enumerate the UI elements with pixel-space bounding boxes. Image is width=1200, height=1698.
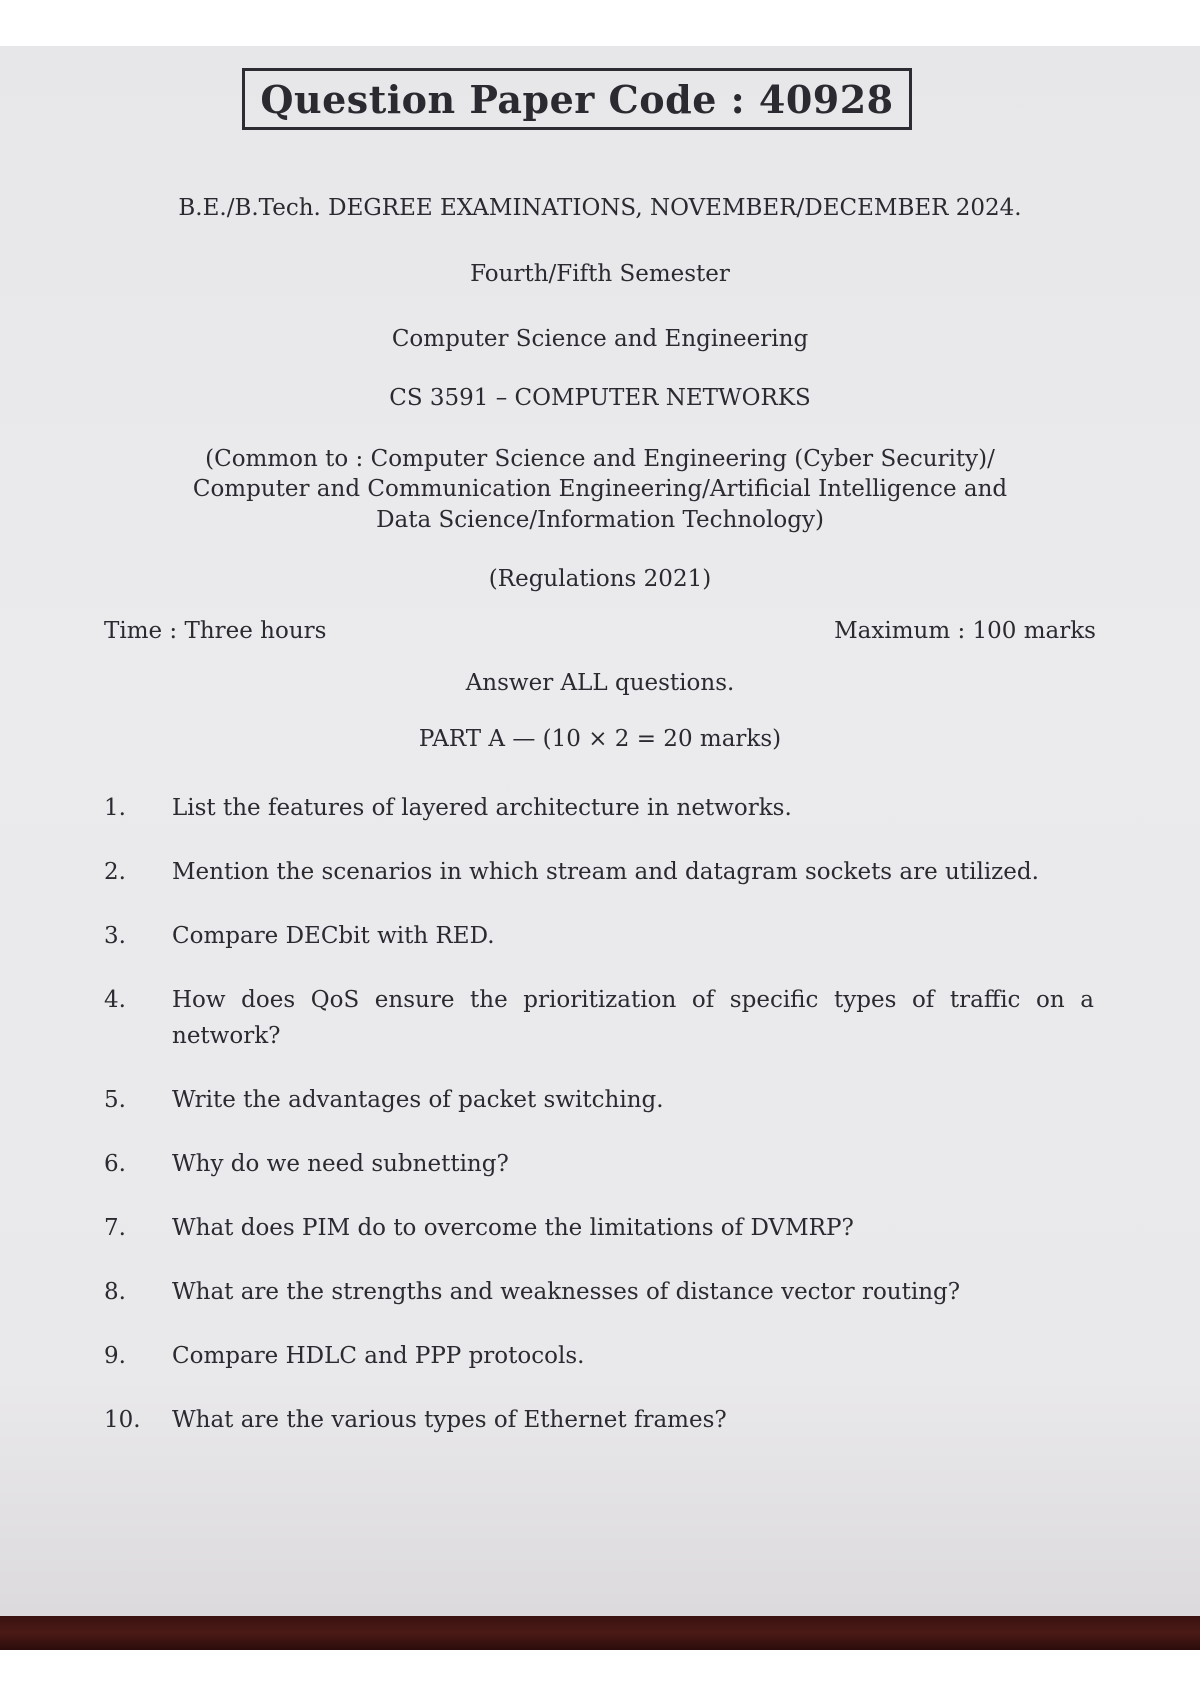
question-text: Why do we need subnetting?	[172, 1151, 509, 1177]
question-number: 7.	[104, 1215, 126, 1241]
question-text: Write the advantages of packet switching.	[172, 1087, 664, 1113]
paper-code-box	[242, 68, 912, 130]
question-text: What are the various types of Ethernet frames?	[172, 1407, 727, 1433]
common-to-line-2: Computer and Communication Engineering/Artificial Intelligence and	[192, 476, 1008, 502]
question-text: How does QoS ensure the prioritization of specific types of traffic on a network?	[172, 987, 1094, 1049]
department: Computer Science and Engineering	[391, 326, 809, 352]
instruction: Answer ALL questions.	[465, 670, 735, 696]
exam-title: B.E./B.Tech. DEGREE EXAMINATIONS, NOVEMBER/DECEMBER 2024.	[178, 195, 1022, 221]
question-item	[104, 1146, 1094, 1182]
paper-code-label: Question Paper Code : 40928	[260, 76, 894, 122]
question-number: 1.	[104, 795, 126, 821]
question-number: 6.	[104, 1151, 126, 1177]
question-number: 2.	[104, 859, 126, 885]
question-list	[104, 790, 1094, 1466]
question-number: 4.	[104, 987, 126, 1013]
course-title: CS 3591 – COMPUTER NETWORKS	[389, 385, 811, 411]
question-item	[104, 1338, 1094, 1374]
question-text: List the features of layered architecture in networks.	[172, 795, 792, 821]
maximum-marks: Maximum : 100 marks	[834, 618, 1096, 644]
question-text: Compare HDLC and PPP protocols.	[172, 1343, 585, 1369]
semester: Fourth/Fifth Semester	[470, 261, 730, 287]
common-to-line-1: (Common to : Computer Science and Engineering (Cyber Security)/	[205, 446, 995, 472]
question-number: 8.	[104, 1279, 126, 1305]
question-number: 3.	[104, 923, 126, 949]
question-text: Compare DECbit with RED.	[172, 923, 495, 949]
question-item	[104, 1274, 1094, 1310]
regulations: (Regulations 2021)	[488, 566, 712, 592]
question-item	[104, 1210, 1094, 1246]
question-item	[104, 790, 1094, 826]
time-allowed: Time : Three hours	[104, 618, 327, 644]
table-edge-background	[0, 1616, 1200, 1650]
question-item	[104, 918, 1094, 954]
question-text: What does PIM do to overcome the limitations of DVMRP?	[172, 1215, 854, 1241]
question-item	[104, 1402, 1094, 1438]
question-text: What are the strengths and weaknesses of distance vector routing?	[172, 1279, 961, 1305]
question-number: 9.	[104, 1343, 126, 1369]
question-item	[104, 854, 1094, 890]
common-to-line-3: Data Science/Information Technology)	[376, 507, 824, 533]
question-item	[104, 1082, 1094, 1118]
question-item	[104, 982, 1094, 1054]
question-number: 5.	[104, 1087, 126, 1113]
question-text: Mention the scenarios in which stream and datagram sockets are utilized.	[172, 859, 1039, 885]
question-number: 10.	[104, 1407, 141, 1433]
part-a-title: PART A — (10 × 2 = 20 marks)	[418, 726, 782, 752]
